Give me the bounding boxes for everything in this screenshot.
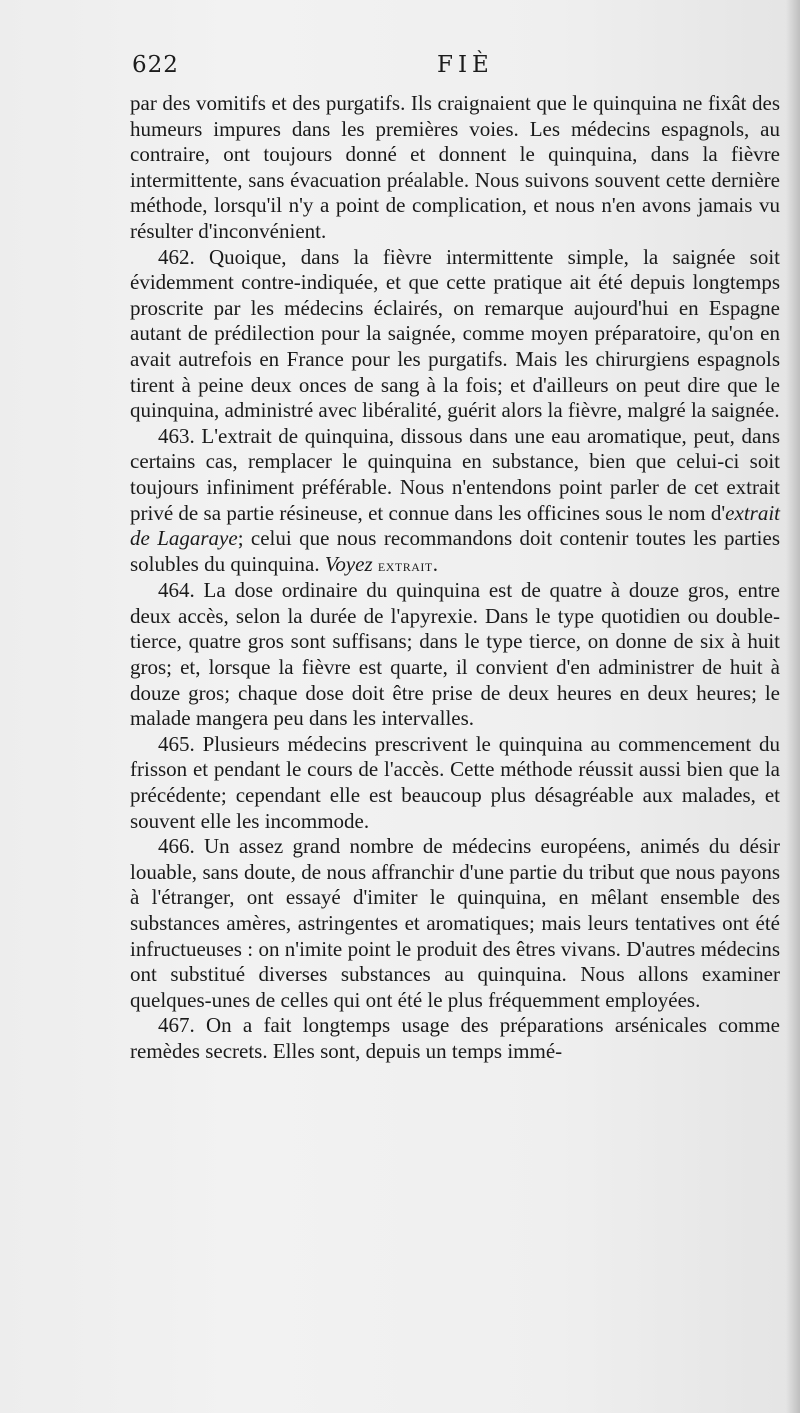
paragraph-463-text-middle: ; celui que nous recommandons doit contenir toutes les parties solubles du quinquina. xyxy=(130,526,780,576)
paragraph-467: 467. On a fait longtemps usage des préparations arsénicales comme remèdes secrets. Elles sont, depuis un temps immé- xyxy=(130,1013,780,1063)
paragraph-466: 466. Un assez grand nombre de médecins européens, animés du désir louable, sans doute, de nous affranchir d'une partie du tribut que nous payons à l'étranger, ont essayé d'imiter le quinquina, en mêlant ensemble des substances amères, astringentes et aromatiques; mais leurs tentatives ont été infructueuses : on n'imite point le produit des êtres vivans. D'autres médecins ont substitué diverses substances au quinquina. Nous allons examiner quelques-unes de celles qui ont été le plus fréquemment employées. xyxy=(130,834,780,1012)
paragraph-463-see-italic: Voyez xyxy=(324,551,373,576)
paragraph-463-text-after: . xyxy=(432,551,438,576)
page-number: 622 xyxy=(132,52,179,78)
paragraph-463 xyxy=(130,424,780,579)
body-text xyxy=(130,91,780,1065)
paragraph-463-italic-term: extrait de Lagaraye xyxy=(130,500,780,551)
page-edge-shadow xyxy=(786,0,800,1413)
running-head xyxy=(132,52,777,88)
paragraph-465: 465. Plusieurs médecins prescrivent le quinquina au commencement du frisson et pendant le cours de l'accès. Cette méthode réussit aussi bien que la précédente; cependant elle est beaucoup plus désagréable aux malades, et souvent elle les incommode. xyxy=(130,731,780,833)
paragraph-463-see-term: extrait xyxy=(377,555,433,575)
running-head-title: FIÈ xyxy=(437,52,494,78)
paragraph-continuation: par des vomitifs et des purgatifs. Ils craignaient que le quinquina ne fixât des humeurs impures dans les premières voies. Les médecins espagnols, au contraire, ont toujours donné et donnent le quinquina, dans la fièvre intermittente, sans évacuation préalable. Nous suivons souvent cette dernière méthode, lorsqu'il n'y a point de complication, et nous n'en avons jamais vu résulter d'inconvénient. xyxy=(130,91,780,243)
paragraph-463-text-before: 463. L'extrait de quinquina, dissous dans une eau aromatique, peut, dans certains cas, remplacer le quinquina en substance, bien que celui-ci soit toujours infiniment préférable. Nous n'entendons point parler de cet extrait privé de sa partie résineuse, et connue dans les officines sous le nom d' xyxy=(130,423,780,525)
paragraph-462: 462. Quoique, dans la fièvre intermittente simple, la saignée soit évidemment contre-indiquée, et que cette pratique ait été depuis longtemps proscrite par les médecins éclairés, on remarque aujourd'hui en Espagne autant de prédilection pour la saignée, comme moyen préparatoire, qu'on en avait autrefois en France pour les purgatifs. Mais les chirurgiens espagnols tirent à peine deux onces de sang à la fois; et d'ailleurs on peut dire que le quinquina, administré avec libéralité, guérit alors la fièvre, malgré la saignée. xyxy=(130,244,780,423)
paragraph-464: 464. La dose ordinaire du quinquina est de quatre à douze gros, entre deux accès, selon la durée de l'apyrexie. Dans le type quotidien ou double-tierce, quatre gros sont suffisans; dans le type tierce, on donne de six à huit gros; et, lorsque la fièvre est quarte, il convient d'en administrer de huit à douze gros; chaque dose doit être prise de deux heures en deux heures; le malade mangera peu dans les intervalles. xyxy=(130,578,780,731)
